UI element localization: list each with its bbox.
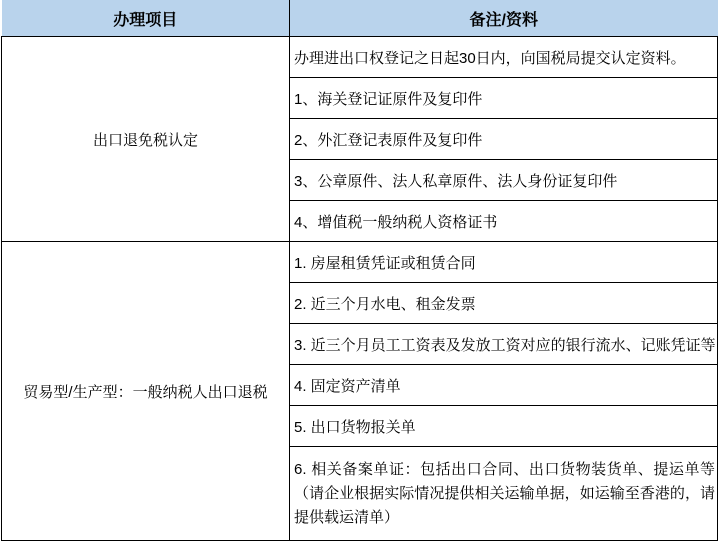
requirements-table <box>1 0 718 541</box>
table-row <box>2 242 718 283</box>
header-notes-column: 备注/资料 <box>290 0 718 37</box>
note-cell: 3、公章原件、法人私章原件、法人身份证复印件 <box>290 160 718 201</box>
note-cell: 2、外汇登记表原件及复印件 <box>290 119 718 160</box>
note-cell: 5. 出口货物报关单 <box>290 406 718 447</box>
note-cell: 3. 近三个月员工工资表及发放工资对应的银行流水、记账凭证等 <box>290 324 718 365</box>
note-cell: 2. 近三个月水电、租金发票 <box>290 283 718 324</box>
item-cell-export-tax-exemption-determination: 出口退免税认定 <box>2 37 290 242</box>
note-cell: 4、增值税一般纳税人资格证书 <box>290 201 718 242</box>
note-cell: 6. 相关备案单证：包括出口合同、出口货物装货单、提运单等（请企业根据实际情况提供相关运输单据，如运输至香港的，请提供载运清单） <box>290 447 718 541</box>
note-cell: 4. 固定资产清单 <box>290 365 718 406</box>
note-cell: 1、海关登记证原件及复印件 <box>290 78 718 119</box>
note-cell: 办理进出口权登记之日起30日内，向国税局提交认定资料。 <box>290 37 718 78</box>
table-row <box>2 37 718 78</box>
table-header-row <box>2 0 718 37</box>
header-item-column: 办理项目 <box>2 0 290 37</box>
note-cell: 1. 房屋租赁凭证或租赁合同 <box>290 242 718 283</box>
item-cell-general-taxpayer-export-refund: 贸易型/生产型：一般纳税人出口退税 <box>2 242 290 541</box>
